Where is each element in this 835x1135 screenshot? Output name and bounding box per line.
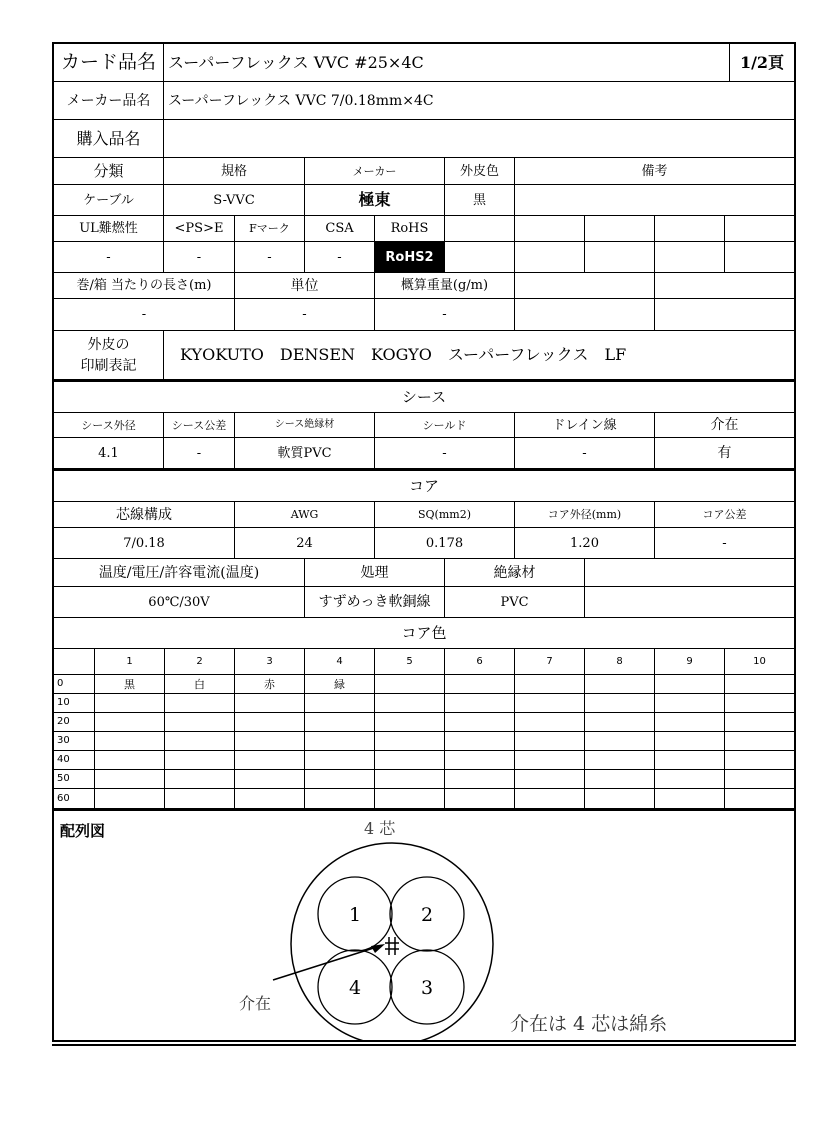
color-cell (655, 770, 725, 789)
color-cell (165, 789, 235, 808)
sheath-outline (291, 843, 493, 1040)
std-header-fmark: Fマーク (235, 216, 305, 242)
unit-header: 単位 (235, 273, 375, 299)
spec-header-standard: 規格 (164, 158, 305, 185)
color-cell (515, 713, 585, 732)
color-cell (725, 732, 794, 751)
filler-mark (385, 937, 399, 955)
color-cell: 緑 (305, 675, 375, 694)
weight-value: - (375, 299, 515, 331)
spec-value-remarks (515, 185, 794, 216)
color-cell (375, 732, 445, 751)
color-cell (585, 751, 655, 770)
core-value-strand: 7/0.18 (54, 528, 235, 559)
diagram-label: 配列図 (60, 822, 106, 840)
filler-arrow-line (273, 946, 380, 980)
color-cell (95, 694, 165, 713)
card-name-label: カード品名 (54, 44, 164, 82)
color-cell (235, 770, 305, 789)
treatment-header: 処理 (305, 559, 445, 587)
cable-cross-section (54, 812, 794, 1040)
color-col-header: 9 (655, 649, 725, 675)
len-value-blank-2 (655, 299, 794, 331)
spec-value-standard: S-VVC (164, 185, 305, 216)
color-row-label: 60 (54, 789, 95, 808)
insulation-header: 絶縁材 (445, 559, 585, 587)
color-cell (305, 694, 375, 713)
color-cell (165, 694, 235, 713)
color-col-header: 7 (515, 649, 585, 675)
length-header: 巻/箱 当たりの長さ(m) (54, 273, 235, 299)
std-header-blank-4 (655, 216, 725, 242)
color-row-label: 20 (54, 713, 95, 732)
color-cell (445, 751, 515, 770)
length-value: - (54, 299, 235, 331)
color-col-header: 4 (305, 649, 375, 675)
color-row-label: 30 (54, 732, 95, 751)
std-value-blank-3 (585, 242, 655, 273)
color-cell (95, 789, 165, 808)
sheath-value-od: 4.1 (54, 438, 164, 471)
color-cell: 白 (165, 675, 235, 694)
std-header-pse: <PS>E (164, 216, 235, 242)
core-header-strand: 芯線構成 (54, 502, 235, 528)
color-cell (655, 751, 725, 770)
color-cell (515, 694, 585, 713)
color-cell (585, 713, 655, 732)
color-row-label: 40 (54, 751, 95, 770)
unit-value: - (235, 299, 375, 331)
std-header-csa: CSA (305, 216, 375, 242)
spec-header-category: 分類 (54, 158, 164, 185)
std-value-blank-2 (515, 242, 585, 273)
colors-title: コア色 (54, 618, 794, 649)
color-row-label: 50 (54, 770, 95, 789)
color-cell (165, 770, 235, 789)
spec-header-color: 外皮色 (445, 158, 515, 185)
std-value-pse: - (164, 242, 235, 273)
spec-value-category: ケーブル (54, 185, 164, 216)
len-header-blank-1 (515, 273, 655, 299)
color-cell (655, 789, 725, 808)
color-cell (515, 751, 585, 770)
spec-value-maker: 極東 (305, 185, 445, 216)
spec-header-remarks: 備考 (515, 158, 794, 185)
color-cell (725, 770, 794, 789)
color-cell (95, 713, 165, 732)
color-cell (95, 770, 165, 789)
color-grid-corner (54, 649, 95, 675)
color-cell (445, 789, 515, 808)
color-row-label: 0 (54, 675, 95, 694)
len-value-blank-1 (515, 299, 655, 331)
color-cell (725, 675, 794, 694)
filler-note: 介在は 4 芯は綿糸 (510, 1013, 668, 1035)
sheath-title: シース (54, 382, 794, 413)
color-col-header: 6 (445, 649, 515, 675)
sheath-value-shield: - (375, 438, 515, 471)
color-cell (585, 770, 655, 789)
color-cell (445, 694, 515, 713)
core-header-awg: AWG (235, 502, 375, 528)
color-cell (235, 789, 305, 808)
temp-header-blank (585, 559, 794, 587)
std-header-blank-3 (585, 216, 655, 242)
std-header-ul: UL難燃性 (54, 216, 164, 242)
color-cell (585, 732, 655, 751)
color-cell (305, 713, 375, 732)
treatment-value: すずめっき軟銅線 (305, 587, 445, 618)
color-row-label: 10 (54, 694, 95, 713)
sheath-header-drain: ドレイン線 (515, 413, 655, 438)
core-title: コア (54, 471, 794, 502)
color-col-header: 2 (165, 649, 235, 675)
std-value-blank-1 (445, 242, 515, 273)
color-cell (235, 713, 305, 732)
color-cell (445, 770, 515, 789)
print-label-line-2: 印刷表記 (80, 357, 137, 374)
color-cell (375, 713, 445, 732)
bottom-rule (52, 1044, 796, 1046)
color-cell (725, 789, 794, 808)
arrangement-diagram (54, 812, 794, 1040)
page-number: 1/2頁 (730, 44, 794, 82)
color-cell (585, 675, 655, 694)
core-value-od: 1.20 (515, 528, 655, 559)
print-value: KYOKUTO DENSEN KOGYO スーパーフレックス LF (164, 331, 794, 382)
temp-value-blank (585, 587, 794, 618)
color-cell: 黒 (95, 675, 165, 694)
sheath-header-tol: シース公差 (164, 413, 235, 438)
len-header-blank-2 (655, 273, 794, 299)
core-header-od: コア外径(mm) (515, 502, 655, 528)
color-cell (95, 751, 165, 770)
spec-value-color: 黒 (445, 185, 515, 216)
insulation-value: PVC (445, 587, 585, 618)
sheath-header-shield: シールド (375, 413, 515, 438)
filler-label: 介在 (239, 994, 272, 1013)
sheath-value-filler: 有 (655, 438, 794, 471)
std-value-blank-5 (725, 242, 794, 273)
color-cell (585, 694, 655, 713)
color-cell (445, 675, 515, 694)
color-cell (445, 732, 515, 751)
core-count-text: 4 芯 (364, 819, 396, 838)
color-col-header: 5 (375, 649, 445, 675)
color-grid-bottom-rule (54, 808, 794, 811)
color-cell (515, 675, 585, 694)
color-cell (515, 789, 585, 808)
color-cell (725, 694, 794, 713)
core-value-awg: 24 (235, 528, 375, 559)
color-cell (305, 770, 375, 789)
color-cell (655, 675, 725, 694)
spec-header-maker: メーカー (305, 158, 445, 185)
core-value-tol: - (655, 528, 794, 559)
purchase-name-label: 購入品名 (54, 120, 164, 158)
sheath-value-drain: - (515, 438, 655, 471)
color-col-header: 3 (235, 649, 305, 675)
color-cell (375, 694, 445, 713)
sheath-value-tol: - (164, 438, 235, 471)
maker-name-value: スーパーフレックス VVC 7/0.18mm×4C (164, 82, 794, 120)
color-cell (165, 751, 235, 770)
color-cell (375, 751, 445, 770)
color-cell (725, 713, 794, 732)
core-4-label: 4 (348, 977, 362, 999)
color-col-header: 10 (725, 649, 794, 675)
color-cell (655, 732, 725, 751)
print-label (54, 331, 164, 382)
maker-name-label: メーカー品名 (54, 82, 164, 120)
std-value-fmark: - (235, 242, 305, 273)
core-value-sq: 0.178 (375, 528, 515, 559)
rohs-badge: RoHS2 (375, 242, 445, 273)
weight-header: 概算重量(g/m) (375, 273, 515, 299)
color-cell (515, 770, 585, 789)
color-col-header: 1 (95, 649, 165, 675)
filler-arrow-head (371, 944, 385, 953)
card-name-value: スーパーフレックス VVC #25×4C (164, 44, 730, 82)
color-cell (305, 732, 375, 751)
core-3-label: 3 (420, 977, 434, 999)
core-header-sq: SQ(mm2) (375, 502, 515, 528)
color-cell (235, 732, 305, 751)
color-cell (655, 694, 725, 713)
color-cell (585, 789, 655, 808)
temp-header: 温度/電圧/許容電流(温度) (54, 559, 305, 587)
std-header-blank-2 (515, 216, 585, 242)
std-value-blank-4 (655, 242, 725, 273)
color-cell (375, 675, 445, 694)
color-cell (305, 789, 375, 808)
core-2-label: 2 (420, 904, 434, 926)
std-value-ul: - (54, 242, 164, 273)
color-cell (445, 713, 515, 732)
color-cell (375, 789, 445, 808)
sheath-value-insulation: 軟質PVC (235, 438, 375, 471)
color-cell (165, 732, 235, 751)
temp-value: 60℃/30V (54, 587, 305, 618)
color-cell (235, 751, 305, 770)
color-cell (375, 770, 445, 789)
core-header-tol: コア公差 (655, 502, 794, 528)
color-cell (235, 694, 305, 713)
color-cell (655, 713, 725, 732)
std-value-csa: - (305, 242, 375, 273)
sheath-header-filler: 介在 (655, 413, 794, 438)
color-cell (515, 732, 585, 751)
sheath-header-insulation: シース絶縁材 (235, 413, 375, 438)
color-col-header: 8 (585, 649, 655, 675)
sheath-header-od: シース外径 (54, 413, 164, 438)
color-cell (725, 751, 794, 770)
color-cell (305, 751, 375, 770)
purchase-name-value (164, 120, 794, 158)
color-cell (165, 713, 235, 732)
spec-card (52, 42, 796, 1042)
core-1-label: 1 (348, 904, 362, 926)
color-cell (95, 732, 165, 751)
std-header-blank-1 (445, 216, 515, 242)
std-header-rohs: RoHS (375, 216, 445, 242)
std-header-blank-5 (725, 216, 794, 242)
color-cell: 赤 (235, 675, 305, 694)
print-label-line-1: 外皮の (87, 336, 130, 353)
